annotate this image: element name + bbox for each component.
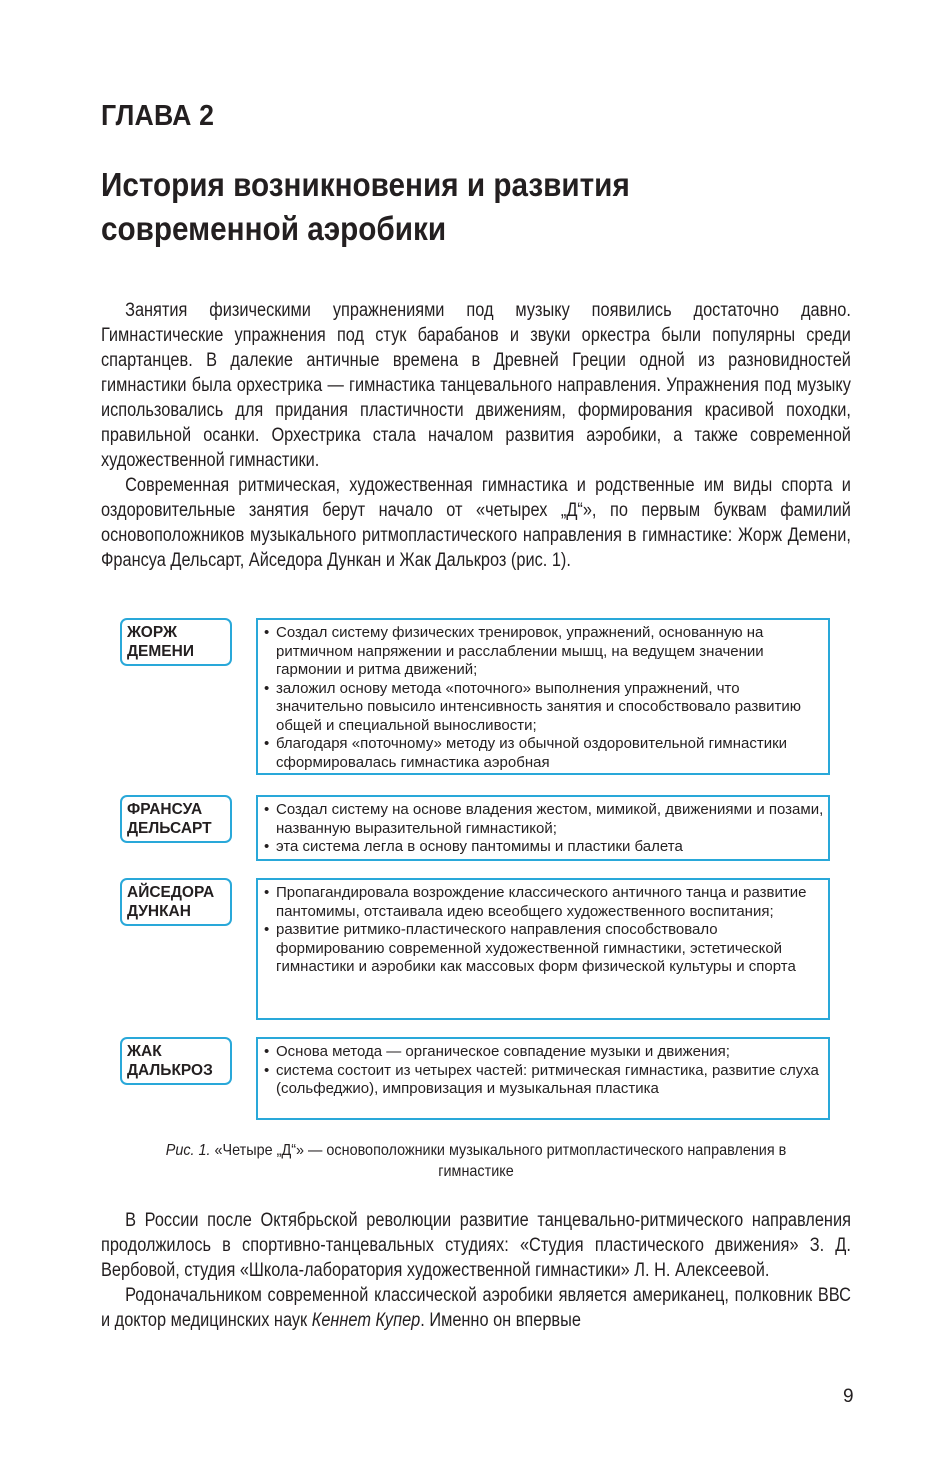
name-line: ДЕЛЬСАРТ [127,820,212,837]
intro-text [101,298,851,573]
name-line: АЙСЕДОРА [127,884,215,901]
chapter-title [101,163,630,251]
name-line: ДУНКАН [127,903,191,920]
figure-caption [101,1140,851,1182]
name-line: ФРАНСУА [127,801,203,818]
caption-text: «Четыре „Д“» — основоположники музыкального ритмопластического направления в гимнастике [214,1142,787,1180]
name-box-demeny [120,618,232,666]
paragraph: Занятия физическими упражнениями под музыку появились достаточно давно. Гимнастические упражнения под стук барабанов и звуки оркестра были популярны среди спартанцев. В далекие античные времена в Древней Греции одной из разновидностей гимнастики была орхестрика — гимнастика танцевального направления. Упражнения под музыку использовались для придания пластичности движениям, формирования красивой походки, правильной осанки. Орхестрика стала началом развития аэробики, а также современной художественной гимнастики. [101,300,851,471]
name-box-duncan [120,878,232,926]
name-line: ЖОРЖ [127,624,178,641]
bullet-item: • эта система легла в основу пантомимы и пластики балета [264,838,824,857]
bullet-item: • развитие ритмико-пластического направления способствовало формированию современной художественной гимнастики, эстетической гимнастики и аэробики как массовых форм физической культуры и спорта [264,921,824,977]
name-line: ДАЛЬКРОЗ [127,1062,213,1079]
name-box-dalcroze [120,1037,232,1085]
chapter-label: ГЛАВА 2 [101,100,215,132]
paragraph: В России после Октябрьской революции развитие танцевально-ритмического направления продолжилось в спортивно-танцевальных студиях: «Студия пластического движения» З. Д. Вербовой, студия «Школа-лаборатория художественной гимнастики» Л. Н. Алексеевой. [101,1210,851,1281]
name-line: ДЕМЕНИ [127,643,194,660]
chapter-title-line-1: История возникновения и развития [101,166,630,203]
text-run: . Именно он впервые [420,1310,581,1331]
bullet-item: • Создал систему на основе владения жестом, мимикой, движениями и позами, названную выразительной гимнастикой; [264,801,824,838]
text-run: Родоначальником современной классической аэробики является американец, полковник ВВС и доктор медицинских наук [101,1285,851,1331]
bullet-item: • заложил основу метода «поточного» выполнения упражнений, что значительно повысило интенсивность занятия и способствовало развитию общей и специальной выносливости; [264,680,824,736]
bullet-item: • Создал систему физических тренировок, упражнений, основанную на ритмичном напряжении и расслаблении мышц, на ведущем значении гармонии и ритма движений; [264,624,824,680]
caption-label: Рис. 1. [165,1142,211,1159]
desc-box-delsarte [256,795,830,861]
page-number: 9 [843,1386,854,1407]
chapter-title-line-2: современной аэробики [101,210,447,247]
desc-box-duncan [256,878,830,1020]
name-box-delsarte [120,795,232,843]
desc-box-dalcroze [256,1037,830,1120]
bullet-item: • благодаря «поточному» методу из обычной оздоровительной гимнастики сформировалась гимнастика аэробная [264,735,824,772]
paragraph: Современная ритмическая, художественная гимнастика и родственные им виды спорта и оздоровительные занятия берут начало от «четырех „Д“», по первым буквам фамилий основоположников музыкального ритмопластического направления в гимнастике: Жорж Демени, Франсуа Дельсарт, Айседора Дункан и Жак Далькроз (рис. 1). [101,475,851,571]
paragraph [101,1283,851,1333]
bullet-item: • система состоит из четырех частей: ритмическая гимнастика, развитие слуха (сольфеджио), импровизация и музыкальная пластика [264,1062,824,1099]
bullet-item: • Пропагандировала возрождение классического античного танца и развитие пантомимы, отстаивала идею всеобщего художественного воспитания; [264,884,824,921]
desc-box-demeny [256,618,830,775]
person-name: Кеннет Купер [311,1310,421,1331]
body-text [101,1208,851,1333]
bullet-item: • Основа метода — органическое совпадение музыки и движения; [264,1043,824,1062]
name-line: ЖАК [127,1043,162,1060]
